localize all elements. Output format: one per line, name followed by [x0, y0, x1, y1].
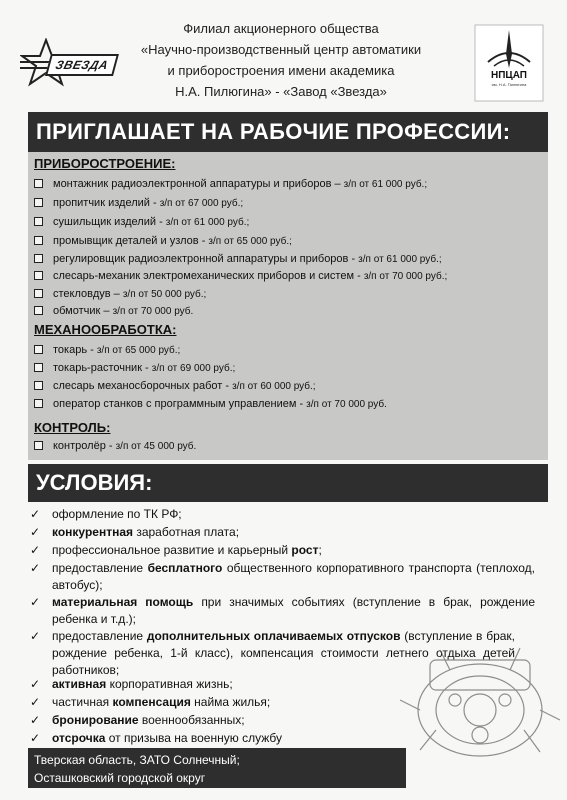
- footer-line-2: Осташковский городской округ: [34, 771, 206, 785]
- job-item: слесарь механосборочных работ - з/п от 60 000 руб.;: [34, 380, 316, 392]
- npcap-logo-subtext: им. Н.А. Пилюгина: [491, 82, 527, 87]
- job-item: контролёр - з/п от 45 000 руб.: [34, 440, 196, 452]
- checkmark-icon: ✓: [30, 561, 41, 575]
- job-item: токарь-расточник - з/п от 69 000 руб.;: [34, 362, 235, 374]
- job-item: токарь - з/п от 65 000 руб.;: [34, 344, 180, 356]
- job-item: регулировщик радиоэлектронной аппаратуры и приборов - з/п от 61 000 руб.;: [34, 253, 442, 265]
- conditions-title: УСЛОВИЯ:: [28, 464, 548, 502]
- checkmark-icon: ✓: [30, 629, 41, 643]
- npcap-logo-icon: [474, 24, 544, 102]
- job-item: сушильщик изделий - з/п от 61 000 руб.;: [34, 216, 249, 228]
- checkbox-icon: [34, 345, 43, 354]
- checkbox-icon: [34, 381, 43, 390]
- checkmark-icon: ✓: [30, 731, 41, 745]
- zvezda-logo: [20, 38, 118, 86]
- checkbox-icon: [34, 198, 43, 207]
- zvezda-logo-text: ЗВЕЗДА: [45, 54, 119, 76]
- checkmark-icon: ✓: [30, 525, 41, 539]
- checkmark-icon: ✓: [30, 507, 41, 521]
- job-item: оператор станков с программным управлением - з/п от 70 000 руб.: [34, 398, 387, 410]
- job-item: промывщик деталей и узлов - з/п от 65 000 руб.;: [34, 235, 292, 247]
- header-line-2: «Научно-производственный центр автоматики: [140, 42, 422, 57]
- checkmark-icon: ✓: [30, 695, 41, 709]
- section-heading-machining: МЕХАНООБРАБОТКА:: [34, 322, 177, 337]
- location-footer: [28, 748, 406, 788]
- header-line-3: и приборостроения имени академика: [167, 63, 395, 78]
- checkmark-icon: ✓: [30, 713, 41, 727]
- checkbox-icon: [34, 254, 43, 263]
- job-item: обмотчик – з/п от 70 000 руб.: [34, 305, 193, 317]
- page-title: ПРИГЛАШАЕТ НА РАБОЧИЕ ПРОФЕССИИ:: [28, 112, 548, 152]
- header-line-4: Н.А. Пилюгина» - «Завод «Звезда»: [175, 84, 387, 99]
- job-item: пропитчик изделий - з/п от 67 000 руб.;: [34, 197, 243, 209]
- section-heading-control: КОНТРОЛЬ:: [34, 420, 111, 435]
- npcap-logo-text: НПЦАП: [491, 70, 527, 81]
- checkbox-icon: [34, 363, 43, 372]
- checkmark-icon: ✓: [30, 543, 41, 557]
- checkbox-icon: [34, 217, 43, 226]
- npcap-logo: [474, 24, 544, 102]
- checkbox-icon: [34, 179, 43, 188]
- checkbox-icon: [34, 399, 43, 408]
- flyer-page: ЗВЕЗДА Филиал акционерного общества «Научно-производственный центр автоматики и приборостроения имени академика Н.А. Пилюгина» - «Завод «Звезда» НПЦАП им. Н.А. Пилюгина ПРИГЛАШАЕТ НА РАБОЧИЕ ПРОФЕССИИ: ПРИБОРОСТРОЕНИЕ: монтажник радиоэлектронной аппаратуры и приборов – з/п от 61 000 руб.; пропитчик изделий - з/п от 67 000 руб.; сушильщик изделий - з/п от 61 000 руб.; промывщик деталей и узлов - з/п от 65 000 руб.; регулировщик радиоэлектронной аппаратуры и приборов - з/п от 61 000 руб.; слесарь-механик электромеханических приборов и систем - з/п от 70 000 руб.; стекловдув – з/п от 50 000 руб.; обмотчик – з/п от 70 000 руб. МЕХАНООБРАБОТКА: токарь - з/п от 65 000 руб.; токарь-расточник - з/п от 69 000 руб.; слесарь механосборочных работ - з/п от 60 000 руб.; оператор станков с программным управлением - з/п от 70 000 руб. КОНТРОЛЬ: контролёр - з/п от 45 000 руб. УСЛОВИЯ: ✓ оформление по ТК РФ; ✓ конкурентная заработная плата; ✓ профессиональное развитие и карьерный рост; ✓ предоставление бесплатного общественного корпоративного транспорта (теплоход, автобус); ✓ материальная помощь при значимых событиях (вступление в брак, рождение ребенка и т.д.); ✓ предоставление дополнительных оплачиваемых отпусков (вступление в брак, рождение ребенка, 1-й класс), компенсация стоимости летнего отдыха детей работников; ✓ активная корпоративная жизнь; ✓ частичная компенсация найма жилья; ✓ бронирование военнообязанных; ✓ отсрочка от призыва на военную службу Тверская область, ЗАТО Солнечный; Осташковский городской округ: [0, 0, 567, 800]
- checkbox-icon: [34, 271, 43, 280]
- footer-line-1: Тверская область, ЗАТО Солнечный;: [34, 753, 240, 767]
- checkbox-icon: [34, 441, 43, 450]
- checkmark-icon: ✓: [30, 595, 41, 609]
- machine-illustration: [400, 640, 560, 760]
- checkbox-icon: [34, 289, 43, 298]
- checkbox-icon: [34, 236, 43, 245]
- company-header: [112, 18, 450, 102]
- checkbox-icon: [34, 306, 43, 315]
- checkmark-icon: ✓: [30, 677, 41, 691]
- job-item: монтажник радиоэлектронной аппаратуры и приборов – з/п от 61 000 руб.;: [34, 178, 427, 190]
- section-heading-instrument: ПРИБОРОСТРОЕНИЕ:: [34, 156, 176, 171]
- job-item: стекловдув – з/п от 50 000 руб.;: [34, 288, 206, 300]
- header-line-1: Филиал акционерного общества: [183, 21, 379, 36]
- job-item: слесарь-механик электромеханических приборов и систем - з/п от 70 000 руб.;: [34, 270, 447, 282]
